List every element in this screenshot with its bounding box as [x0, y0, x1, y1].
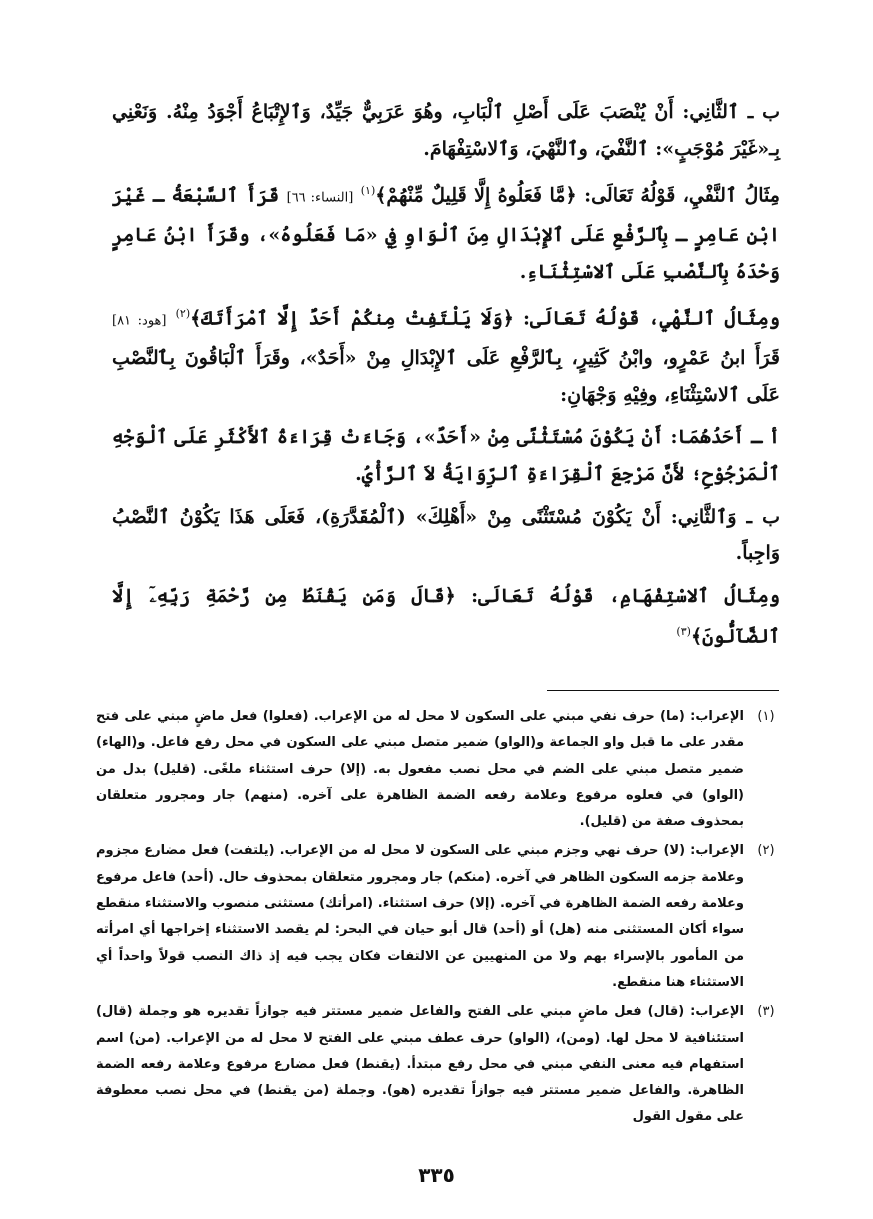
- footnote-divider: [547, 690, 779, 691]
- footnote-3: [96, 999, 788, 1130]
- page-number: ٣٣٥: [418, 1163, 455, 1187]
- paragraph-second-aspect-b: ب ـ وَٱلثَّانِي: أَنْ يَكُوْنَ مُسْتَثْنًى مِنْ «أَهْلِكَ» (ٱلْمُقَدَّرَةِ)، فَعَلَى هَذَا يَكُوْنُ ٱلنَّصْبُ وَاجِباً.: [112, 505, 780, 565]
- footnote-number: (٢): [757, 843, 775, 859]
- footnote-marker-1: (١): [360, 184, 376, 198]
- prohibition-ayah-reference: [هود: ٨١]: [112, 313, 167, 329]
- interrogation-lead: ومِثَالُ ٱلاسْتِفْهَامِ، قَوْلُهُ تَعَالَى:: [471, 584, 780, 607]
- footnote-text: الإعراب: (قال) فعل ماضٍ مبني على الفتح والفاعل ضمير مستتر فيه جوازاً تقديره هو وجملة (قال) استئنافية لا محل لها. (ومن)، (الواو) حرف عطف مبني على الفتح لا محل له من الإعراب. (من) اسم استفهام فيه معنى النفي مبني في محل رفع مبتدأ. (يقنط) فعل مضارع مرفوع وعلامة رفعه الضمة الظاهرة. والفاعل ضمير مستتر فيه جوازاً تقديره (هو). وجملة (من يقنط) في محل نصب معطوفة على مقول القول: [96, 1004, 744, 1125]
- footnote-2: [96, 838, 788, 996]
- main-text: [112, 94, 780, 661]
- paragraph-interrogation-example: [112, 578, 780, 656]
- footnote-1: [96, 704, 788, 835]
- footnote-marker-3: (٣): [676, 625, 691, 639]
- paragraph-first-aspect: أ ـ أَحَدُهُمَا: أَنْ يَكُوْنَ مُسْتَثْنًى مِنْ «أَحَدٌ»، وَجَاءَتْ قِرَاءَةُ ٱلأَكْثَرِ عَلَى ٱلْوَجْهِ ٱلْمَرْجُوْحِ؛ لأَنَّ مَرْجِعَ ٱلْقِرَاءَةِ ٱلرِّوَايَةُ لاَ ٱلرَّأْيُ.: [112, 426, 780, 485]
- prohibition-explanation: قَرَأَ ابنُ عَمْرٍو، وابْنُ كَثِيرٍ، بِٱلرَّفْعِ عَلَى ٱلإِبْدَالِ مِنْ «أَحَدٌ»، وقَرَأَ ٱلْبَاقُونَ بِٱلنَّصْبِ عَلَى ٱلاسْتِثْنَاءِ، وفِيْهِ وَجْهَانِ:: [112, 347, 780, 406]
- footnote-text: الإعراب: (لا) حرف نهي وجزم مبني على السكون لا محل له من الإعراب. (يلتفت) فعل مضارع مجزوم وعلامة جزمه السكون الظاهر في آخره. (منكم) جار ومجرور متعلقان بمحذوف حال. (أحد) فاعل مرفوع وعلامة رفعه الضمة الظاهرة في آخره. (إلا) حرف استثناء. (امرأتك) مستثنى منصوب والاستثناء منقطع سواء أكان المستثنى منه (هل) أو (أحد) قال أبو حيان في البحر: لم يقصد الاستثناء إخراجها أي امرأته من المأمور بالإسراء بهم ولا من المنهيين عن الالتفات فكان يجب فيه إذ ذاك النصب قولاً واحداً أي الاستثناء هنا منقطع.: [96, 843, 744, 990]
- footnote-number: (٣): [757, 1004, 775, 1020]
- footnotes: [96, 704, 788, 1134]
- footnote-number: (١): [757, 709, 775, 724]
- negation-ayah-reference: [النساء: ٦٦]: [286, 190, 354, 206]
- interrogation-ayah: ﴿قَالَ وَمَن يَقْنَطُ مِن رَّحْمَةِ رَبِّهِۦٓ إِلَّا ٱلضَّآلُّونَ﴾: [112, 584, 780, 648]
- footnote-marker-2: (٢): [175, 307, 191, 321]
- prohibition-lead: ومِثَالُ ٱلنَّهْيِ، قَوْلُهُ تَعَالَى:: [523, 307, 780, 330]
- paragraph-second-aspect: ب ـ ٱلثَّانِي: أَنْ يُنْصَبَ عَلَى أَصْلِ ٱلْبَابِ، وهُوَ عَرَبِيٌّ جَيِّدٌ، وَٱلإِتْبَاعُ أَجْوَدُ مِنْهُ. وَنَعْنِي بِـ«غَيْرَ مُوْجَبٍ»: ٱلنَّفْيَ، وٱلنَّهْيَ، وَٱلاسْتِفْهَامَ.: [112, 101, 780, 160]
- negation-ayah: ﴿مَّا فَعَلُوهُ إِلَّا قَلِيلٌ مِّنْهُمْ﴾: [375, 184, 577, 207]
- prohibition-ayah: ﴿وَلَا يَلْتَفِتْ مِنكُمْ أَحَدٌ إِلَّا ٱمْرَأَتَكَ﴾: [190, 307, 514, 330]
- negation-lead: مِثَالُ ٱلنَّفْيِ، قَوْلُهُ تَعَالَى:: [584, 184, 780, 207]
- negation-explanation: قَرَأَ ٱلسَّبْعَةُ ـ غَيْرَ ابْنِ عَامِرٍ ـ بِٱلرَّفْعِ عَلَى ٱلإِبْدَالِ مِنَ ٱلْوَاوِ فِي «مَا فَعَلُوهُ»، وقَرَأَ ابْنُ عَامِرٍ وَحْدَهُ بِٱلنَّصْبِ عَلَى ٱلاسْتِثْنَاءِ.: [112, 184, 780, 283]
- paragraph-prohibition-example: [112, 296, 780, 413]
- footnote-text: الإعراب: (ما) حرف نفي مبني على السكون لا محل له من الإعراب. (فعلوا) فعل ماضٍ مبني على فتح مقدر على ما قبل واو الجماعة و(الواو) ضمير متصل مبني على السكون في محل رفع فاعل. و(الهاء) ضمير متصل مبني على الضم في محل نصب مفعول به. (إلا) حرف استثناء ملغًى. (قليل) بدل من (الواو) في فعلوه مرفوع وعلامة رفعه الضمة الظاهرة على آخره. (منهم) جار ومجرور متعلقان بمحذوف صفة من (قليل).: [96, 709, 744, 830]
- paragraph-negation-example: [112, 173, 780, 290]
